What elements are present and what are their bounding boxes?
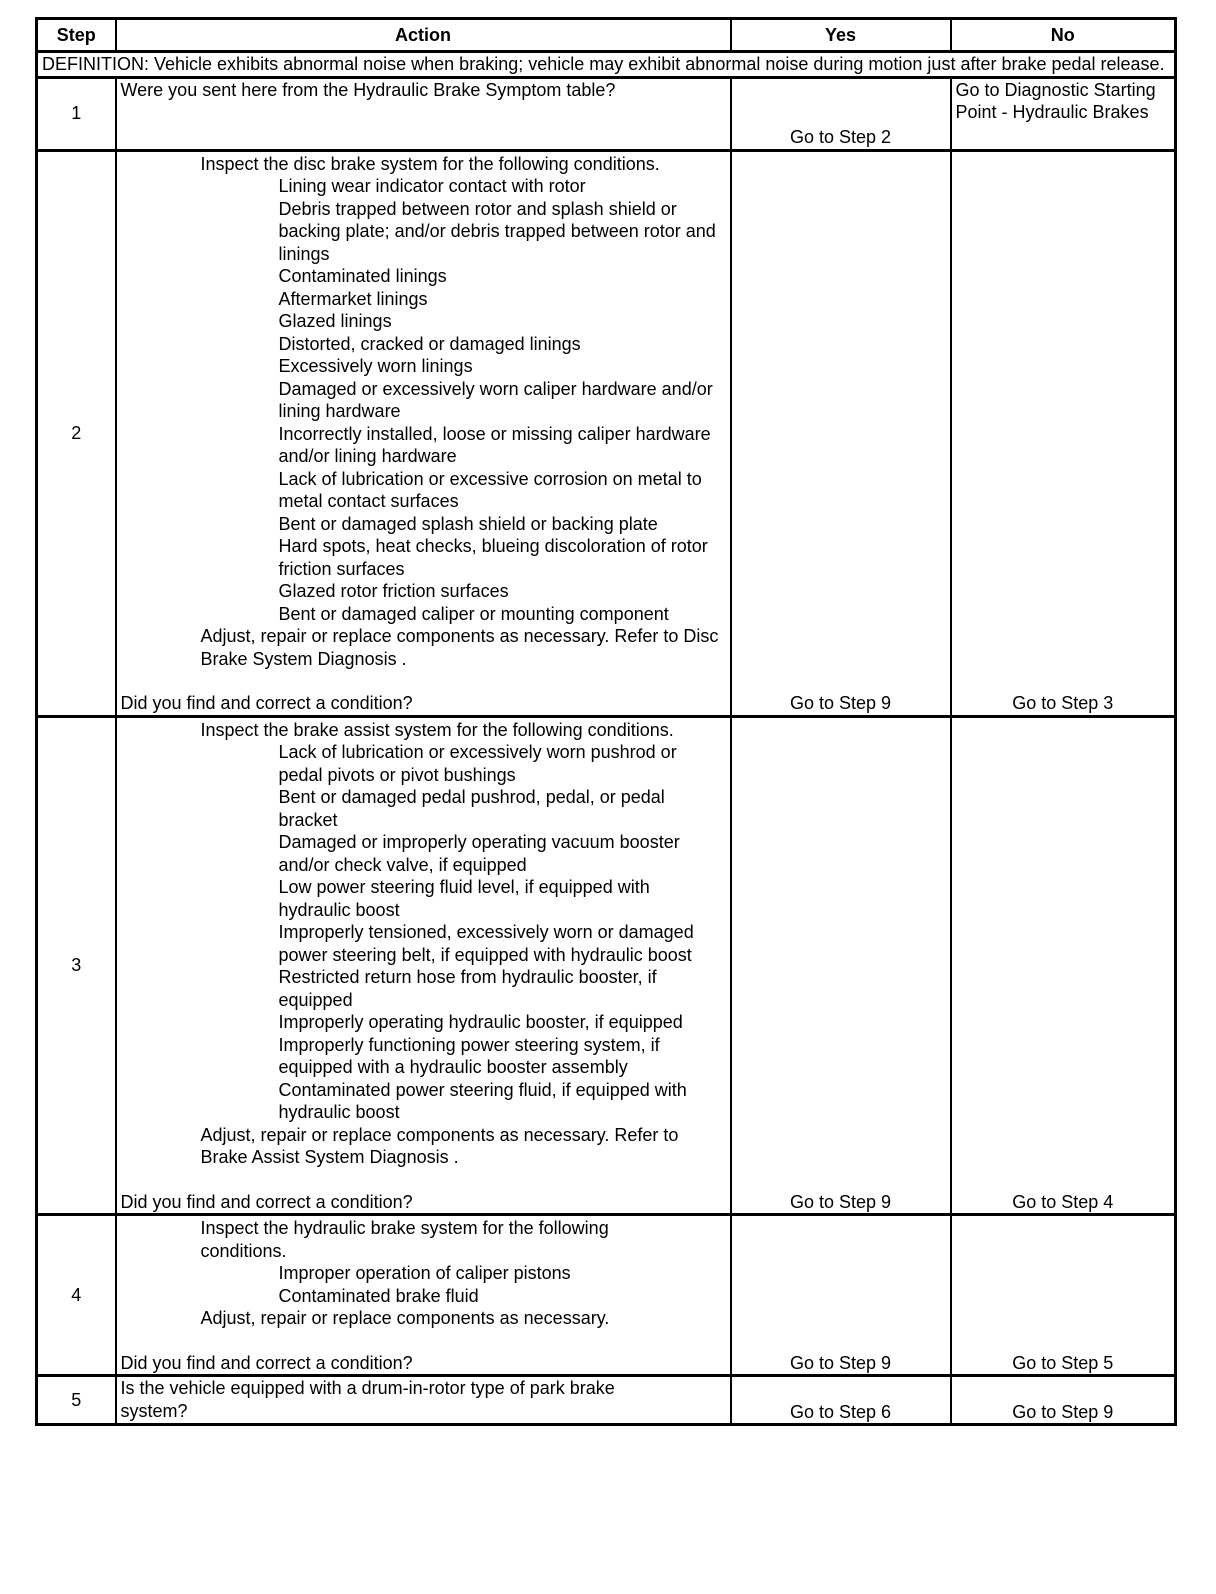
step-row-1 [37,77,1176,150]
no-result: Go to Step 5 [951,1215,1176,1376]
condition-item: Contaminated brake fluid [278,1285,479,1306]
no-result: Go to Step 9 [951,1376,1176,1425]
diagnostic-table [35,17,1177,1426]
step-question: Did you find and correct a condition? [120,693,413,713]
condition-list [121,741,726,1124]
condition-item: Bent or damaged caliper or mounting component [278,603,669,624]
condition-item: Lining wear indicator contact with rotor [278,176,586,196]
condition-list [121,175,726,625]
step-action [116,1215,731,1376]
condition-list [121,1262,726,1307]
no-result: Go to Diagnostic Starting Point - Hydraulic Brakes [951,77,1176,150]
condition-item: Damaged or excessively worn caliper hardware and/or lining hardware [278,378,713,421]
yes-result: Go to Step 2 [731,77,951,150]
step-number: 4 [37,1215,116,1376]
step-action [116,716,731,1215]
definition-text: DEFINITION: Vehicle exhibits abnormal noise when braking; vehicle may exhibit abnormal noise during motion just after brake pedal release. [37,52,1176,78]
condition-item: Damaged or improperly operating vacuum booster and/or check valve, if equipped [278,832,680,875]
no-result: Go to Step 3 [951,150,1176,716]
definition-row [37,52,1176,78]
header-yes: Yes [731,19,951,52]
condition-item: Low power steering fluid level, if equipped with hydraulic boost [278,877,650,920]
step-row-4 [37,1215,1176,1376]
yes-result: Go to Step 6 [731,1376,951,1425]
condition-item: Bent or damaged pedal pushrod, pedal, or pedal bracket [278,787,665,830]
header-step: Step [37,19,116,52]
condition-item: Hard spots, heat checks, blueing discoloration of rotor friction surfaces [278,536,708,579]
condition-item: Incorrectly installed, loose or missing caliper hardware and/or lining hardware [278,423,711,466]
header-action: Action [116,19,731,52]
action-intro: Inspect the brake assist system for the following conditions. [200,719,674,740]
action-intro: Inspect the disc brake system for the following conditions. [200,153,660,174]
action-outro: Adjust, repair or replace components as necessary. Refer to Brake Assist System Diagnosis . [200,1124,679,1167]
step-question: Did you find and correct a condition? [120,1191,413,1212]
condition-item: Improperly tensioned, excessively worn or damaged power steering belt, if equipped with hydraulic boost [278,922,694,965]
condition-item: Excessively worn linings [278,356,473,376]
step-row-2 [37,150,1176,716]
step-row-3 [37,716,1176,1215]
yes-result: Go to Step 9 [731,1215,951,1376]
step-action [116,150,731,716]
condition-item: Lack of lubrication or excessively worn pushrod or pedal pivots or pivot bushings [278,742,677,785]
yes-result: Go to Step 9 [731,716,951,1215]
condition-item: Distorted, cracked or damaged linings [278,333,581,354]
condition-item: Aftermarket linings [278,288,428,309]
step-number: 1 [37,77,116,150]
step-number: 3 [37,716,116,1215]
condition-item: Bent or damaged splash shield or backing plate [278,513,658,534]
header-row [37,19,1176,52]
step-question: Were you sent here from the Hydraulic Brake Symptom table? [116,77,731,150]
step-row-5 [37,1376,1176,1425]
condition-item: Lack of lubrication or excessive corrosion on metal to metal contact surfaces [278,468,702,511]
step-question: Did you find and correct a condition? [120,1352,413,1373]
condition-item: Improper operation of caliper pistons [278,1263,571,1283]
condition-item: Glazed rotor friction surfaces [278,581,509,601]
step-question: Is the vehicle equipped with a drum-in-rotor type of park brake system? [116,1376,731,1425]
condition-item: Contaminated linings [278,266,447,286]
condition-item: Contaminated power steering fluid, if equipped with hydraulic boost [278,1079,687,1122]
action-outro: Adjust, repair or replace components as necessary. [200,1308,610,1328]
step-number: 5 [37,1376,116,1425]
action-intro: Inspect the hydraulic brake system for the following conditions. [200,1218,609,1261]
yes-result: Go to Step 9 [731,150,951,716]
condition-item: Improperly functioning power steering system, if equipped with a hydraulic booster assembly [278,1034,660,1077]
condition-item: Glazed linings [278,311,392,331]
step-number: 2 [37,150,116,716]
no-result: Go to Step 4 [951,716,1176,1215]
header-no: No [951,19,1176,52]
condition-item: Restricted return hose from hydraulic booster, if equipped [278,967,657,1010]
condition-item: Improperly operating hydraulic booster, if equipped [278,1012,683,1032]
action-outro: Adjust, repair or replace components as necessary. Refer to Disc Brake System Diagnosis . [200,626,719,669]
condition-item: Debris trapped between rotor and splash shield or backing plate; and/or debris trapped between rotor and linings [278,198,716,264]
